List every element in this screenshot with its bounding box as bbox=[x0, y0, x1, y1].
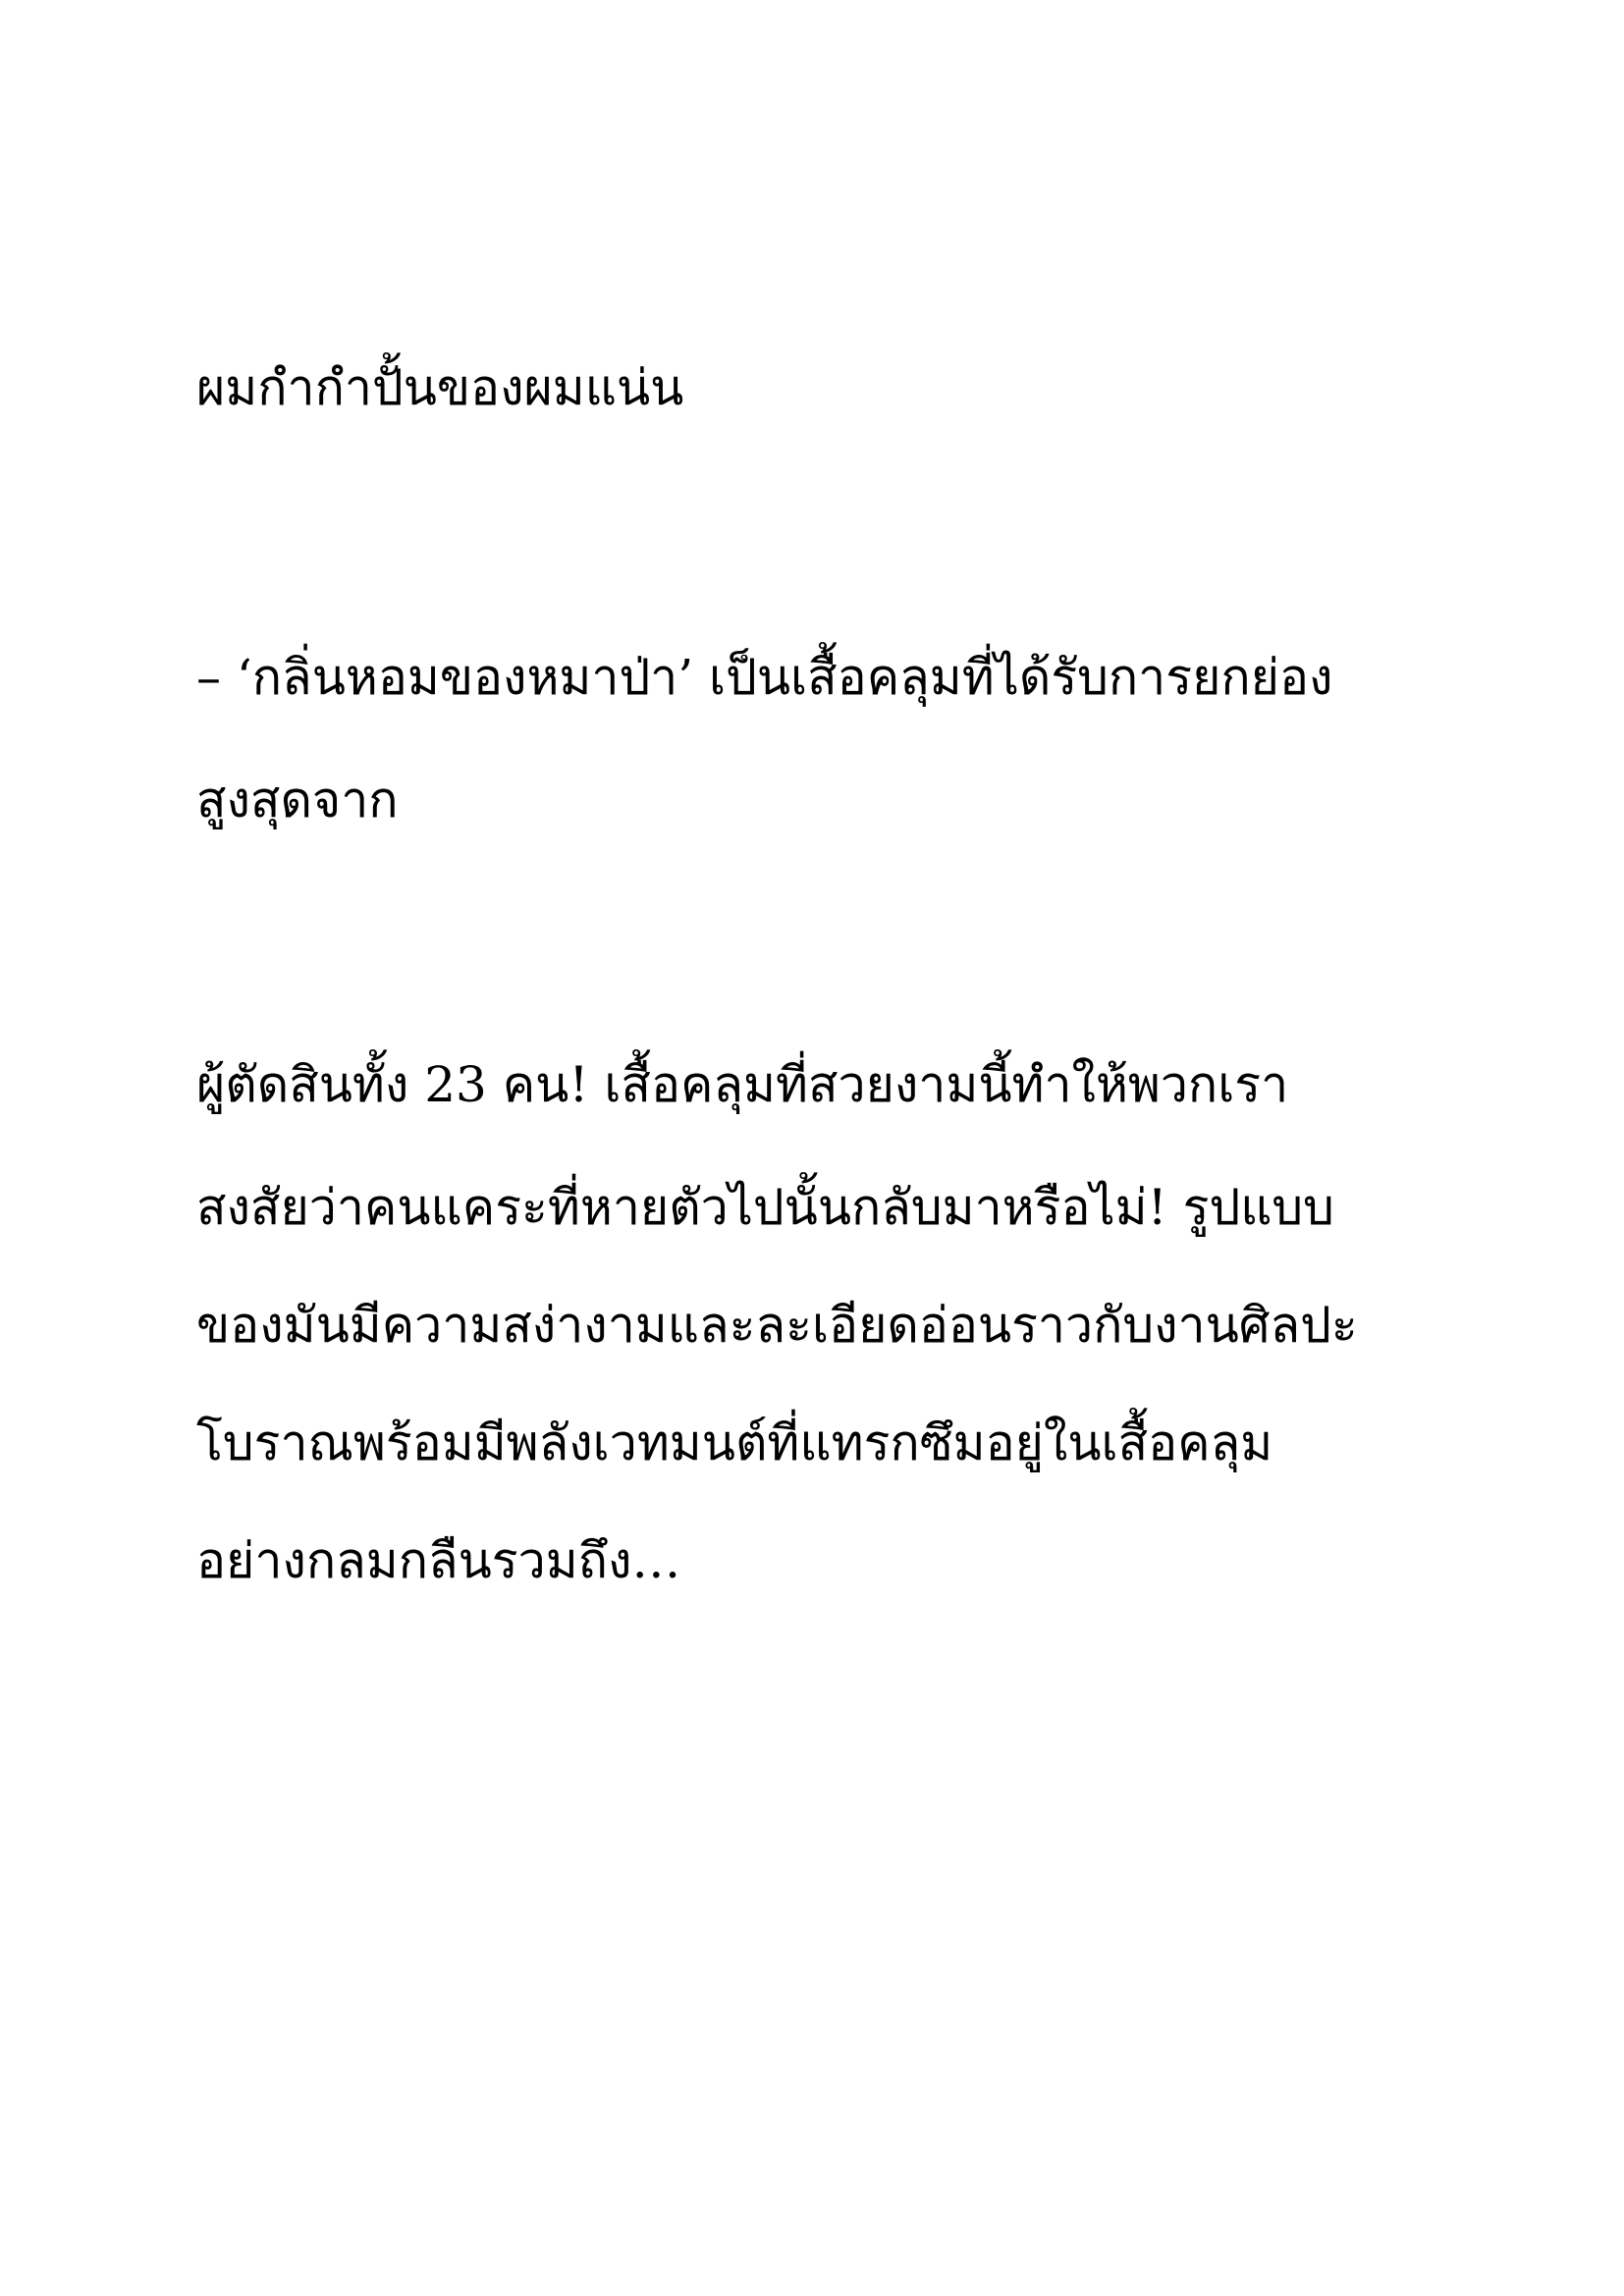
paragraph-3-line-4: โบราณพร้อมมีพลังเวทมนต์ที่แทรกซึมอยู่ในเสื้อคลุม bbox=[196, 1415, 1273, 1471]
paragraph-2-line-1: – ‘กลิ่นหอมของหมาป่า’ เป็นเสื้อคลุมที่ได้รับการยกย่อง bbox=[196, 649, 1333, 706]
paragraph-3-line-5: อย่างกลมกลืนรวมถึง… bbox=[196, 1532, 681, 1589]
paragraph-3-line-2: สงสัยว่าคนแคระที่หายตัวไปนั้นกลับมาหรือไม่! รูปแบบ bbox=[196, 1179, 1334, 1236]
paragraph-2-line-2: สูงสุดจาก bbox=[196, 772, 399, 828]
paragraph-1-line-1: ผมกำกำปั้นของผมแน่น bbox=[196, 359, 684, 416]
paragraph-3-line-3: ของมันมีความสง่างามและละเอียดอ่อนราวกับงานศิลปะ bbox=[196, 1297, 1358, 1354]
paragraph-3-line-1: ผู้ตัดสินทั้ง 23 คน! เสื้อคลุมที่สวยงามนี้ทำให้พวกเรา bbox=[196, 1056, 1289, 1113]
